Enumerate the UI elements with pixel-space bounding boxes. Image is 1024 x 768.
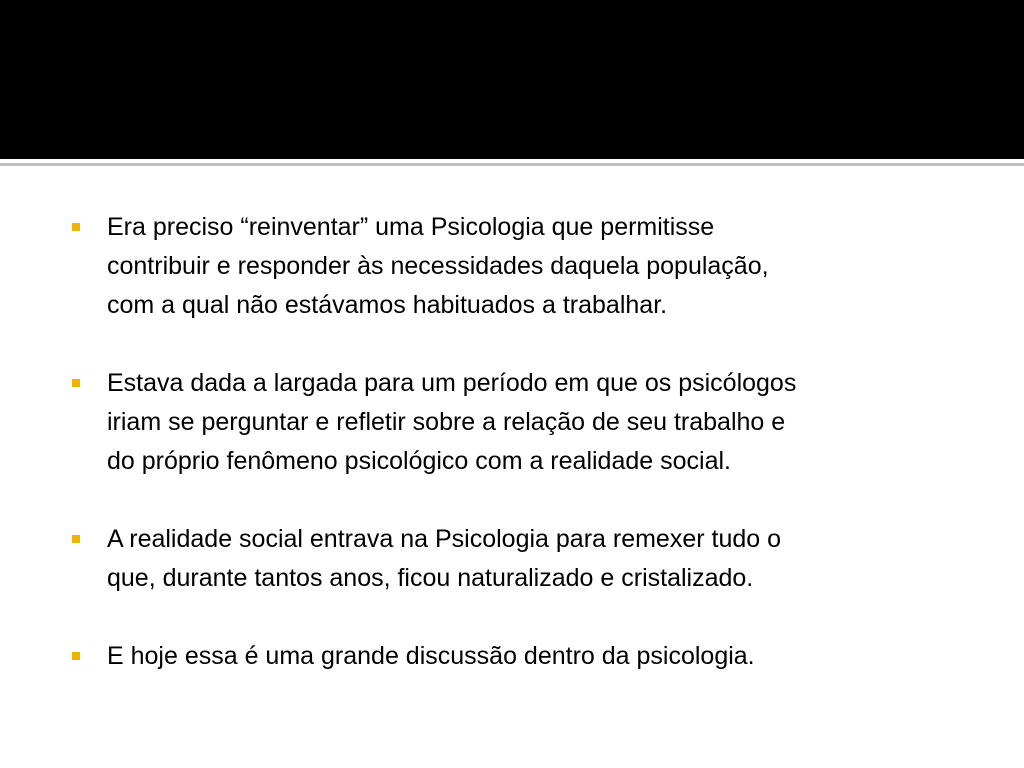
- square-bullet-icon: [72, 223, 80, 231]
- bullet-line: contribuir e responder às necessidades daquela população,: [107, 252, 769, 280]
- bullet-item: [70, 364, 950, 481]
- bullet-line: com a qual não estávamos habituados a trabalhar.: [107, 291, 668, 319]
- square-bullet-icon: [72, 379, 80, 387]
- bullet-line: do próprio fenômeno psicológico com a realidade social.: [107, 447, 731, 475]
- square-bullet-icon: [72, 652, 80, 660]
- bullet-line: Era preciso “reinventar” uma Psicologia que permitisse: [107, 213, 715, 241]
- bullet-line: E hoje essa é uma grande discussão dentro da psicologia.: [107, 642, 755, 670]
- square-bullet-icon: [72, 535, 80, 543]
- header-band: [0, 0, 1024, 159]
- bullet-line: Estava dada a largada para um período em que os psicólogos: [107, 369, 797, 397]
- bullet-line: que, durante tantos anos, ficou naturalizado e cristalizado.: [107, 564, 754, 592]
- bullet-item: [70, 637, 950, 676]
- bullet-line: iriam se perguntar e refletir sobre a relação de seu trabalho e: [107, 408, 786, 436]
- bullet-item: [70, 520, 950, 598]
- bullet-item: [70, 208, 950, 325]
- bullet-line: A realidade social entrava na Psicologia para remexer tudo o: [107, 525, 782, 553]
- bullet-list: [70, 208, 950, 676]
- header-divider: [0, 163, 1024, 166]
